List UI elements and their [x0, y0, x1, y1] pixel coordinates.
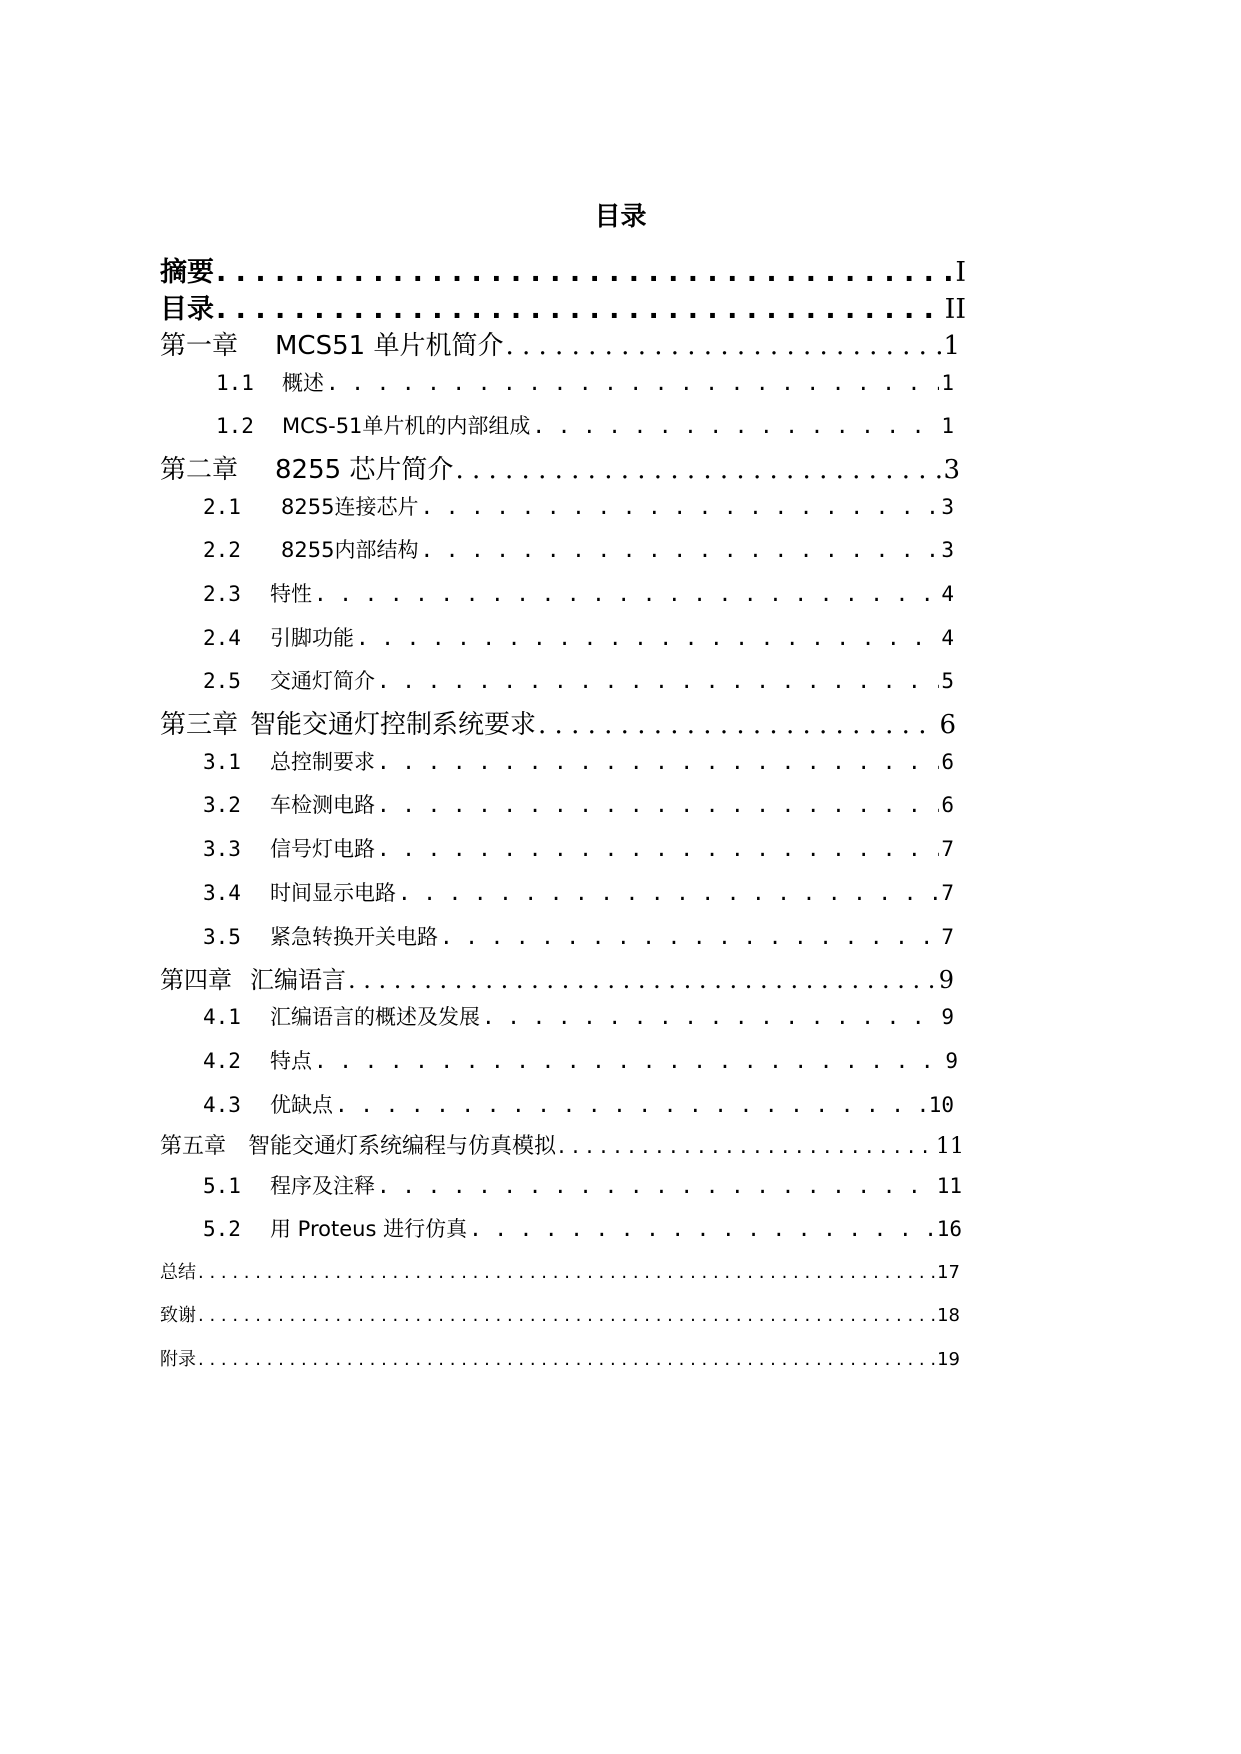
- toc-leader-dots: [482, 1005, 939, 1029]
- toc-page-number: 3: [941, 495, 954, 519]
- toc-leader-dots: [335, 1093, 927, 1117]
- toc-page-number: 1: [941, 371, 954, 395]
- toc-page-number: 5: [941, 669, 954, 693]
- toc-leader-dots: [198, 1262, 935, 1283]
- toc-page-number: 11: [936, 1134, 964, 1159]
- toc-chapter-number: 第三章: [160, 710, 239, 740]
- toc-section-number: 2.3: [203, 582, 241, 606]
- toc-page-number: 7: [941, 837, 954, 861]
- toc-leader-dots: [377, 837, 939, 861]
- toc-entry-label: 智能交通灯控制系统要求: [250, 710, 537, 740]
- toc-entry-chapter-5[interactable]: [160, 1129, 964, 1160]
- toc-leader-dots: [377, 1174, 935, 1198]
- toc-section-number: 4.3: [203, 1093, 241, 1117]
- toc-leader-dots: [505, 331, 941, 361]
- toc-entry-2-5[interactable]: [203, 665, 954, 695]
- toc-page-number: 9: [938, 966, 954, 994]
- toc-leader-dots: [356, 626, 939, 650]
- toc-page-number: 4: [941, 626, 954, 650]
- toc-page-number: 1: [943, 331, 960, 361]
- toc-leader-dots: [314, 1049, 931, 1073]
- toc-page-number: 4: [941, 582, 954, 606]
- toc-entry-label: 汇编语言: [250, 966, 346, 994]
- toc-entry-3-5[interactable]: [203, 921, 954, 951]
- toc-chapter-number: 第二章: [160, 455, 239, 485]
- toc-entry-2-1[interactable]: [203, 491, 954, 521]
- toc-entry-label: 用 Proteus 进行仿真: [270, 1217, 468, 1241]
- toc-entry-appendix[interactable]: [160, 1345, 960, 1371]
- toc-entry-label: 8255内部结构: [281, 538, 419, 562]
- toc-chapter-number: 第五章: [160, 1134, 227, 1159]
- toc-section-number: 1.1: [216, 371, 254, 395]
- toc-leader-dots: [420, 538, 939, 562]
- toc-entry-3-2[interactable]: [203, 789, 954, 819]
- toc-page-number: 7: [941, 925, 954, 949]
- toc-section-number: 3.4: [203, 881, 241, 905]
- toc-entry-2-3[interactable]: [203, 578, 954, 608]
- toc-entry-1-2[interactable]: [216, 410, 954, 440]
- toc-entry-label: 特点: [270, 1049, 312, 1073]
- toc-leader-dots: [532, 414, 939, 438]
- toc-entry-label: 时间显示电路: [270, 881, 396, 905]
- toc-entry-5-1[interactable]: [203, 1170, 962, 1200]
- toc-entry-label: 引脚功能: [270, 626, 354, 650]
- toc-section-number: 3.2: [203, 793, 241, 817]
- toc-entry-2-2[interactable]: [203, 534, 954, 564]
- toc-entry-label: 车检测电路: [270, 793, 375, 817]
- toc-entry-3-4[interactable]: [203, 877, 954, 907]
- toc-entry-1-1[interactable]: [216, 367, 954, 397]
- toc-leader-dots: [538, 710, 937, 740]
- toc-entry-label: MCS-51单片机的内部组成: [282, 414, 531, 438]
- toc-entry-summary[interactable]: [160, 1258, 960, 1284]
- toc-entry-label: 特性: [270, 582, 312, 606]
- toc-entry-chapter-4[interactable]: [160, 960, 954, 995]
- toc-page-number: 6: [939, 710, 956, 740]
- toc-section-number: 5.1: [203, 1174, 241, 1198]
- toc-section-number: 4.1: [203, 1005, 241, 1029]
- toc-page-number: 18: [937, 1305, 960, 1326]
- toc-entry-chapter-3[interactable]: [160, 704, 956, 741]
- toc-entry-4-3[interactable]: [203, 1089, 954, 1119]
- toc-leader-dots: [377, 750, 939, 774]
- toc-section-number: 3.1: [203, 750, 241, 774]
- toc-page-number: 9: [941, 1005, 954, 1029]
- toc-section-number: 2.4: [203, 626, 241, 650]
- toc-entry-label: 汇编语言的概述及发展: [270, 1005, 480, 1029]
- toc-leader-dots: [440, 925, 939, 949]
- toc-entry-contents[interactable]: [160, 287, 966, 326]
- toc-entry-chapter-1[interactable]: [160, 325, 960, 362]
- toc-entry-label: 致谢: [160, 1305, 196, 1326]
- toc-entry-4-1[interactable]: [203, 1001, 954, 1031]
- toc-page-number: 7: [941, 881, 954, 905]
- toc-leader-dots: [216, 294, 943, 325]
- toc-page-number: 3: [941, 538, 954, 562]
- toc-page-number: 1: [941, 414, 954, 438]
- toc-leader-dots: [314, 582, 939, 606]
- toc-leader-dots: [216, 257, 953, 288]
- toc-entry-chapter-2[interactable]: [160, 449, 960, 486]
- toc-entry-2-4[interactable]: [203, 622, 954, 652]
- toc-entry-label: MCS51 单片机简介: [275, 331, 504, 361]
- toc-leader-dots: [377, 669, 939, 693]
- toc-leader-dots: [420, 495, 939, 519]
- toc-page-number: II: [944, 294, 966, 325]
- toc-leader-dots: [469, 1217, 935, 1241]
- toc-leader-dots: [198, 1349, 935, 1370]
- toc-section-number: 1.2: [216, 414, 254, 438]
- toc-entry-3-3[interactable]: [203, 833, 954, 863]
- toc-section-number: 2.5: [203, 669, 241, 693]
- toc-section-number: 3.3: [203, 837, 241, 861]
- toc-leader-dots: [348, 966, 937, 994]
- toc-leader-dots: [326, 371, 939, 395]
- toc-entry-label: 目录: [160, 294, 214, 325]
- toc-page-number: 17: [937, 1262, 960, 1283]
- toc-chapter-number: 第一章: [160, 331, 239, 361]
- toc-leader-dots: [558, 1134, 934, 1159]
- toc-section-number: 5.2: [203, 1217, 241, 1241]
- toc-entry-3-1[interactable]: [203, 746, 954, 776]
- toc-entry-abstract[interactable]: [160, 250, 966, 289]
- toc-entry-label: 程序及注释: [270, 1174, 375, 1198]
- toc-entry-5-2[interactable]: [203, 1213, 962, 1243]
- toc-entry-4-2[interactable]: [203, 1045, 958, 1075]
- toc-page-number: 19: [937, 1349, 960, 1370]
- toc-page-number: I: [955, 257, 966, 288]
- toc-leader-dots: [455, 455, 941, 485]
- toc-page-number: 6: [941, 793, 954, 817]
- toc-section-number: 2.1: [203, 495, 241, 519]
- toc-entry-label: 优缺点: [270, 1093, 333, 1117]
- toc-entry-label: 8255连接芯片: [281, 495, 419, 519]
- toc-entry-acknowledgements[interactable]: [160, 1301, 960, 1327]
- toc-entry-label: 信号灯电路: [270, 837, 375, 861]
- toc-leader-dots: [198, 1305, 935, 1326]
- toc-section-number: 4.2: [203, 1049, 241, 1073]
- toc-page-number: 9: [945, 1049, 958, 1073]
- toc-entry-label: 总控制要求: [270, 750, 375, 774]
- toc-leader-dots: [398, 881, 939, 905]
- toc-page-number: 10: [928, 1093, 954, 1117]
- toc-page-number: 11: [936, 1174, 962, 1198]
- page-title: 目录: [594, 202, 647, 232]
- toc-page-number: 3: [943, 455, 960, 485]
- toc-entry-label: 紧急转换开关电路: [270, 925, 438, 949]
- toc-entry-label: 8255 芯片简介: [275, 455, 454, 485]
- toc-entry-label: 总结: [160, 1262, 196, 1283]
- toc-section-number: 3.5: [203, 925, 241, 949]
- toc-leader-dots: [377, 793, 939, 817]
- toc-entry-label: 附录: [160, 1349, 196, 1370]
- toc-page-number: 6: [941, 750, 954, 774]
- toc-entry-label: 交通灯简介: [270, 669, 375, 693]
- toc-entry-label: 概述: [282, 371, 324, 395]
- toc-entry-label: 摘要: [160, 257, 214, 288]
- toc-section-number: 2.2: [203, 538, 241, 562]
- toc-entry-label: 智能交通灯系统编程与仿真模拟: [248, 1134, 557, 1159]
- toc-page-number: 16: [936, 1217, 962, 1241]
- toc-chapter-number: 第四章: [160, 966, 232, 994]
